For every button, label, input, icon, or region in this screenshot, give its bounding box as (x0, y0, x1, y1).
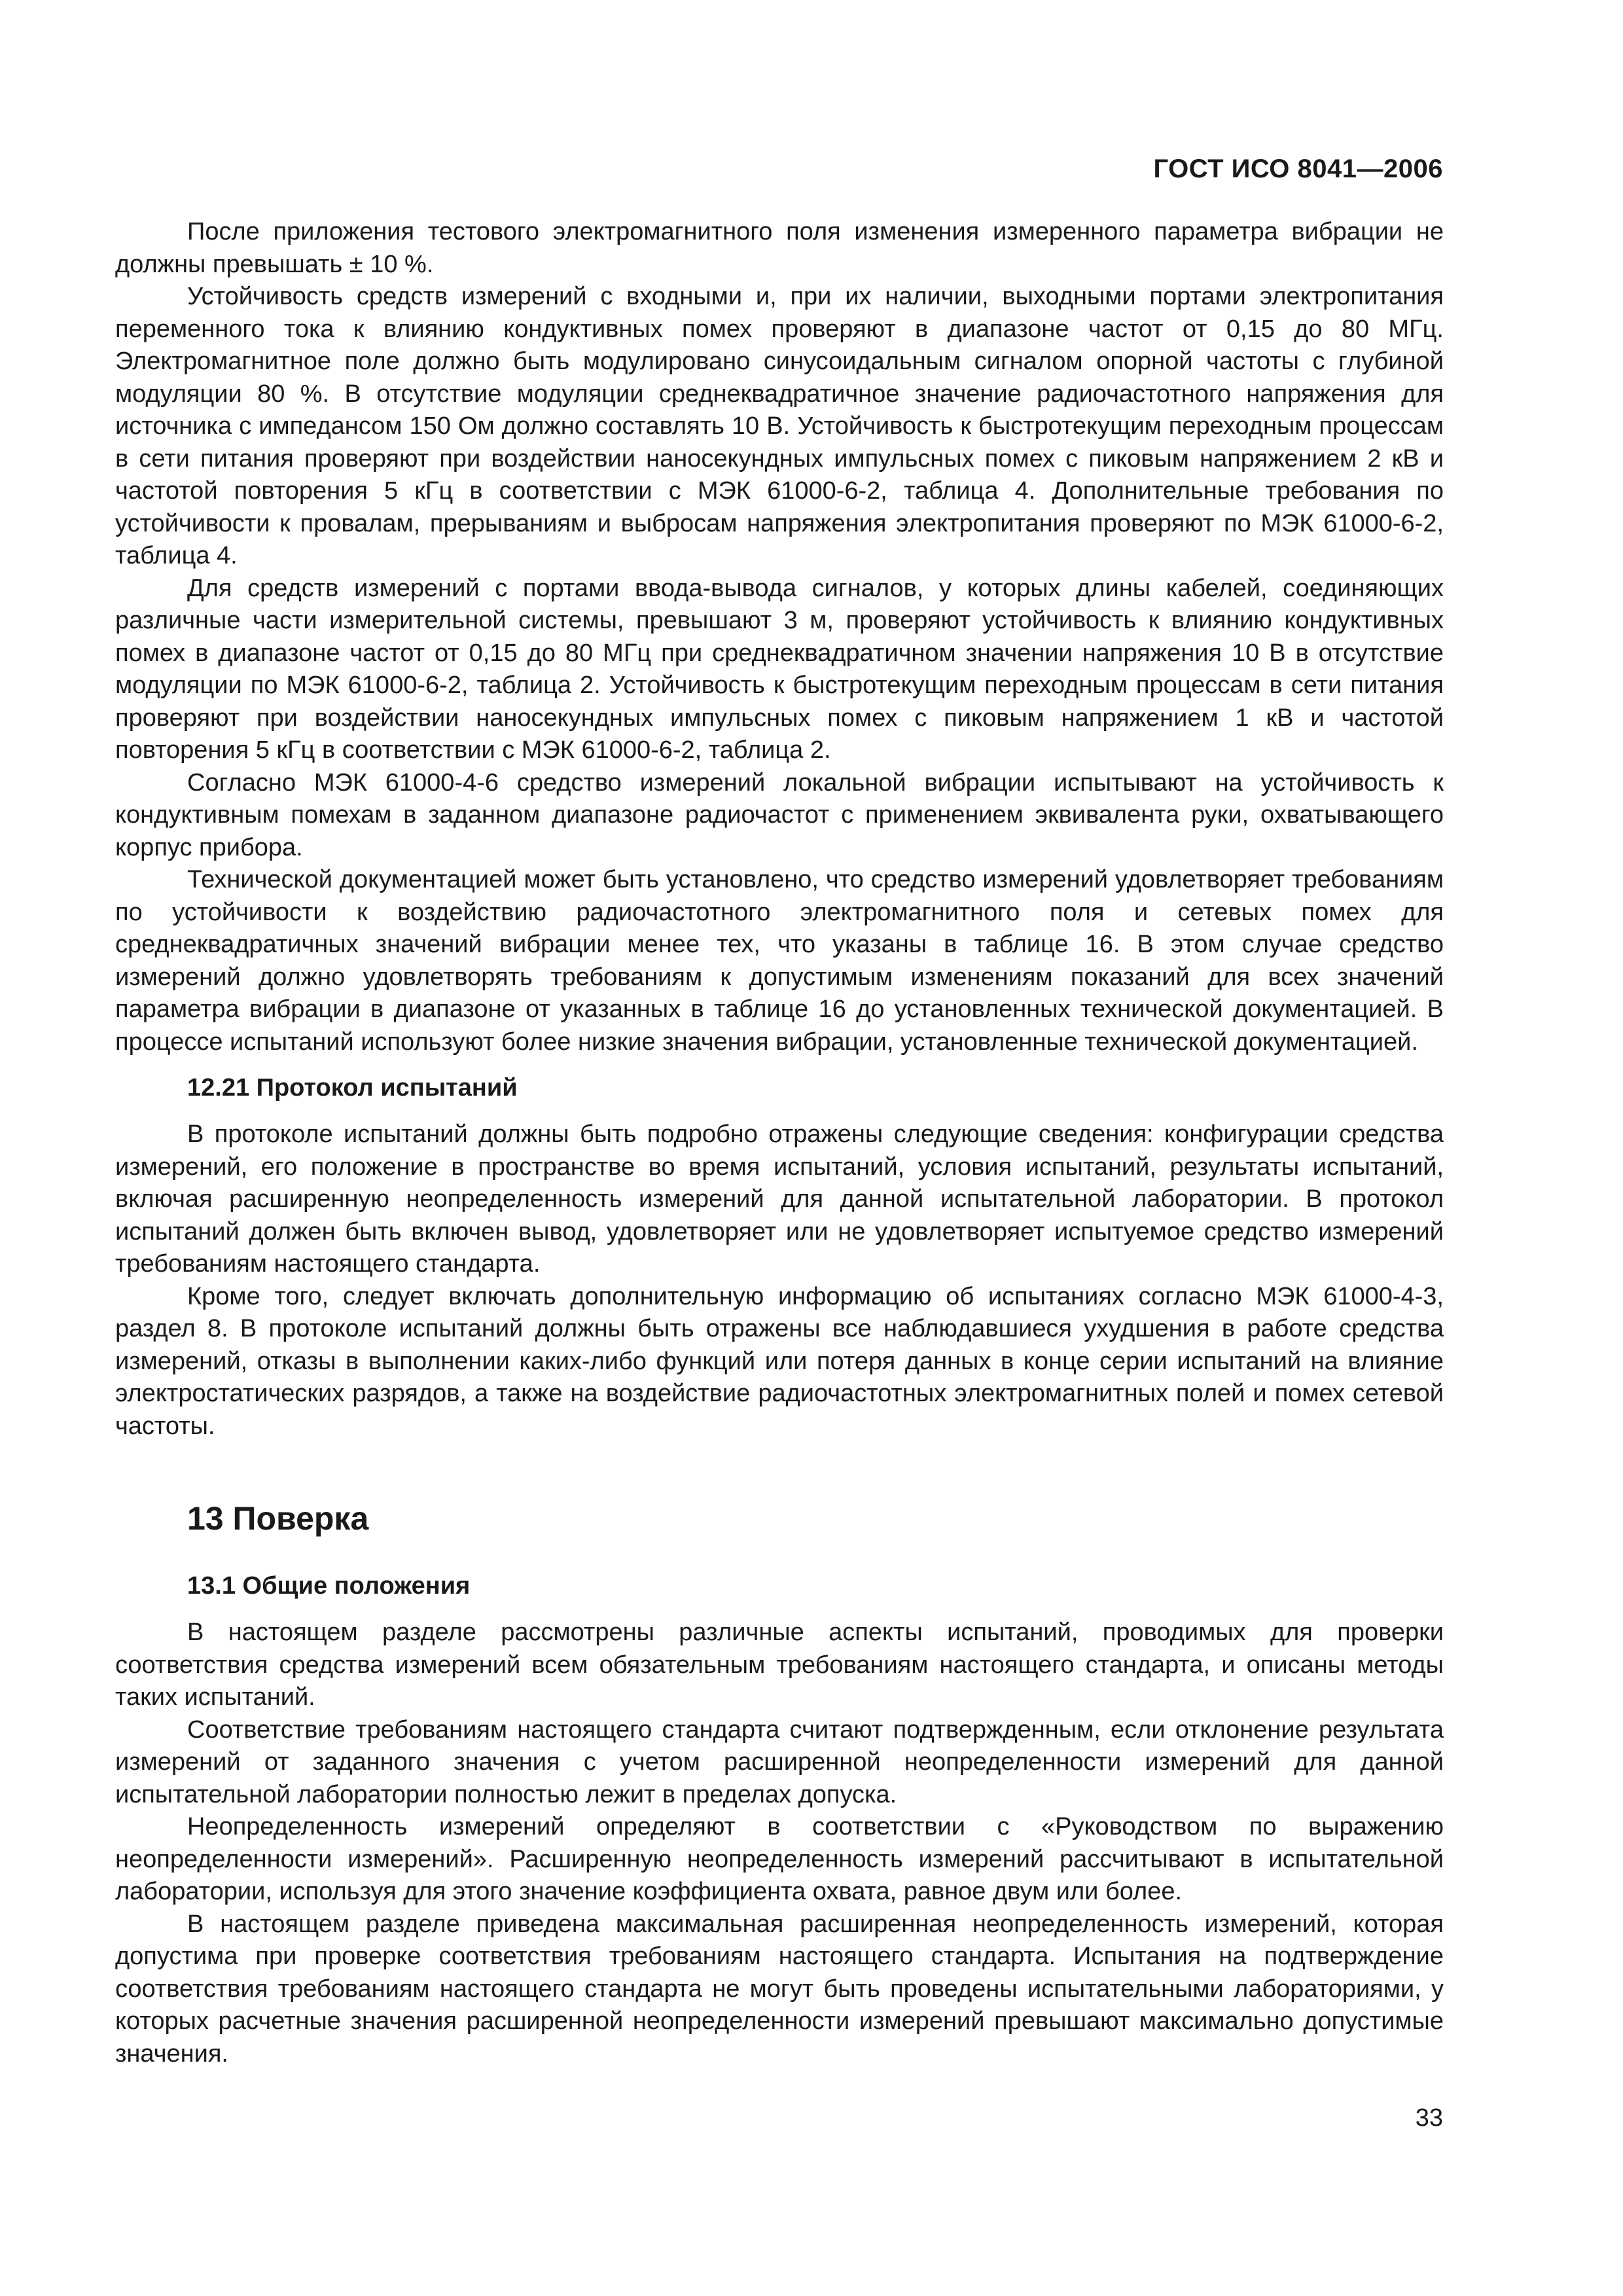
paragraph: Неопределенность измерений определяют в соответствии с «Руководством по выражению неопределенности измерений». Расширенную неопределенность измерений рассчитывают в испытательной лаборатории, используя для этого значение коэффициента охвата, равное двум или более. (115, 1813, 1444, 1905)
paragraph: В протоколе испытаний должны быть подробно отражены следующие сведения: конфигурации средства измерений, его положение в пространстве во время испытаний, условия испытаний, результаты испытаний, включая расширенную неопределенность измерений для данной испытательной лаборатории. В протокол испытаний должен быть включен вывод, удовлетворяет или не удовлетворяет испытуемое средство измерений требованиям настоящего стандарта. (115, 1121, 1444, 1278)
document-code-header: ГОСТ ИСО 8041—2006 (1153, 154, 1443, 183)
paragraph: Соответствие требованиям настоящего стандарта считают подтвержденным, если отклонение результата измерений от заданного значения с учетом расширенной неопределенности измерений для данной испытательной лаборатории полностью лежит в пределах допуска. (115, 1715, 1444, 1808)
paragraph: Согласно МЭК 61000-4-6 средство измерений локальной вибрации испытывают на устойчивость к кондуктивным помехам в заданном диапазоне радиочастот с применением эквивалента руки, охватывающего корпус прибора. (115, 768, 1444, 861)
paragraph: Для средств измерений с портами ввода-вывода сигналов, у которых длины кабелей, соединяющих различные части измерительной системы, превышают 3 м, проверяют устойчивость к влиянию кондуктивных помех в диапазоне частот от 0,15 до 80 МГц при среднеквадратичном значении напряжения 10 В в отсутствие модуляции по МЭК 61000-6-2, таблица 2. Устойчивость к быстротекущим переходным процессам в сети питания проверяют при воздействии наносекундных импульсных помех с пиковым напряжением 1 кВ и частотой повторения 5 кГц в соответствии с МЭК 61000-6-2, таблица 2. (115, 574, 1444, 764)
paragraph: В настоящем разделе приведена максимальная расширенная неопределенность измерений, которая допустима при проверке соответствия требованиям настоящего стандарта. Испытания на подтверждение соответствия требованиям настоящего стандарта не могут быть проведены испытательными лабораториями, у которых расчетные значения расширенной неопределенности измерений превышают максимально допустимые значения. (115, 1910, 1444, 2068)
page-number: 33 (1415, 2104, 1443, 2132)
paragraph: Технической документацией может быть установлено, что средство измерений удовлетворяет требованиям по устойчивости к воздействию радиочастотного электромагнитного поля и сетевых помех для среднеквадратичных значений вибрации менее тех, что указаны в таблице 16. В этом случае средство измерений должно удовлетворять требованиям к допустимым изменениям показаний для всех значений параметра вибрации в диапазоне от указанных в таблице 16 до установленных технической документацией. В процессе испытаний используют более низкие значения вибрации, установленные технической документацией. (115, 866, 1444, 1056)
paragraph: После приложения тестового электромагнитного поля изменения измеренного параметра вибрации не должны превышать ± 10 %. (115, 218, 1444, 278)
page-content (115, 216, 1444, 2070)
paragraph: В настоящем разделе рассмотрены различные аспекты испытаний, проводимых для проверки соответствия средства измерений всем обязательным требованиям настоящего стандарта, и описаны методы таких испытаний. (115, 1619, 1444, 1711)
section-heading-13: 13 Поверка (187, 1500, 369, 1537)
subsection-heading-12-21: 12.21 Протокол испытаний (187, 1074, 518, 1102)
paragraph: Кроме того, следует включать дополнительную информацию об испытаниях согласно МЭК 61000-4-3, раздел 8. В протоколе испытаний должны быть отражены все наблюдавшиеся ухудшения в работе средства измерений, отказы в выполнении каких-либо функций или потеря данных в конце серии испытаний на влияние электростатических разрядов, а также на воздействие радиочастотных электромагнитных полей и помех сетевой частоты. (115, 1282, 1444, 1440)
paragraph: Устойчивость средств измерений с входными и, при их наличии, выходными портами электропитания переменного тока к влиянию кондуктивных помех проверяют в диапазоне частот от 0,15 до 80 МГц. Электромагнитное поле должно быть модулировано синусоидальным сигналом опорной частоты с глубиной модуляции 80 %. В отсутствие модуляции среднеквадратичное значение радиочастотного напряжения для источника с импедансом 150 Ом должно составлять 10 В. Устойчивость к быстротекущим переходным процессам в сети питания проверяют при воздействии наносекундных импульсных помех с пиковым напряжением 2 кВ и частотой повторения 5 кГц в соответствии с МЭК 61000-6-2, таблица 4. Дополнительные требования по устойчивости к провалам, прерываниям и выбросам напряжения электропитания проверяют по МЭК 61000-6-2, таблица 4. (115, 283, 1444, 569)
subsection-heading-13-1: 13.1 Общие положения (187, 1572, 471, 1600)
